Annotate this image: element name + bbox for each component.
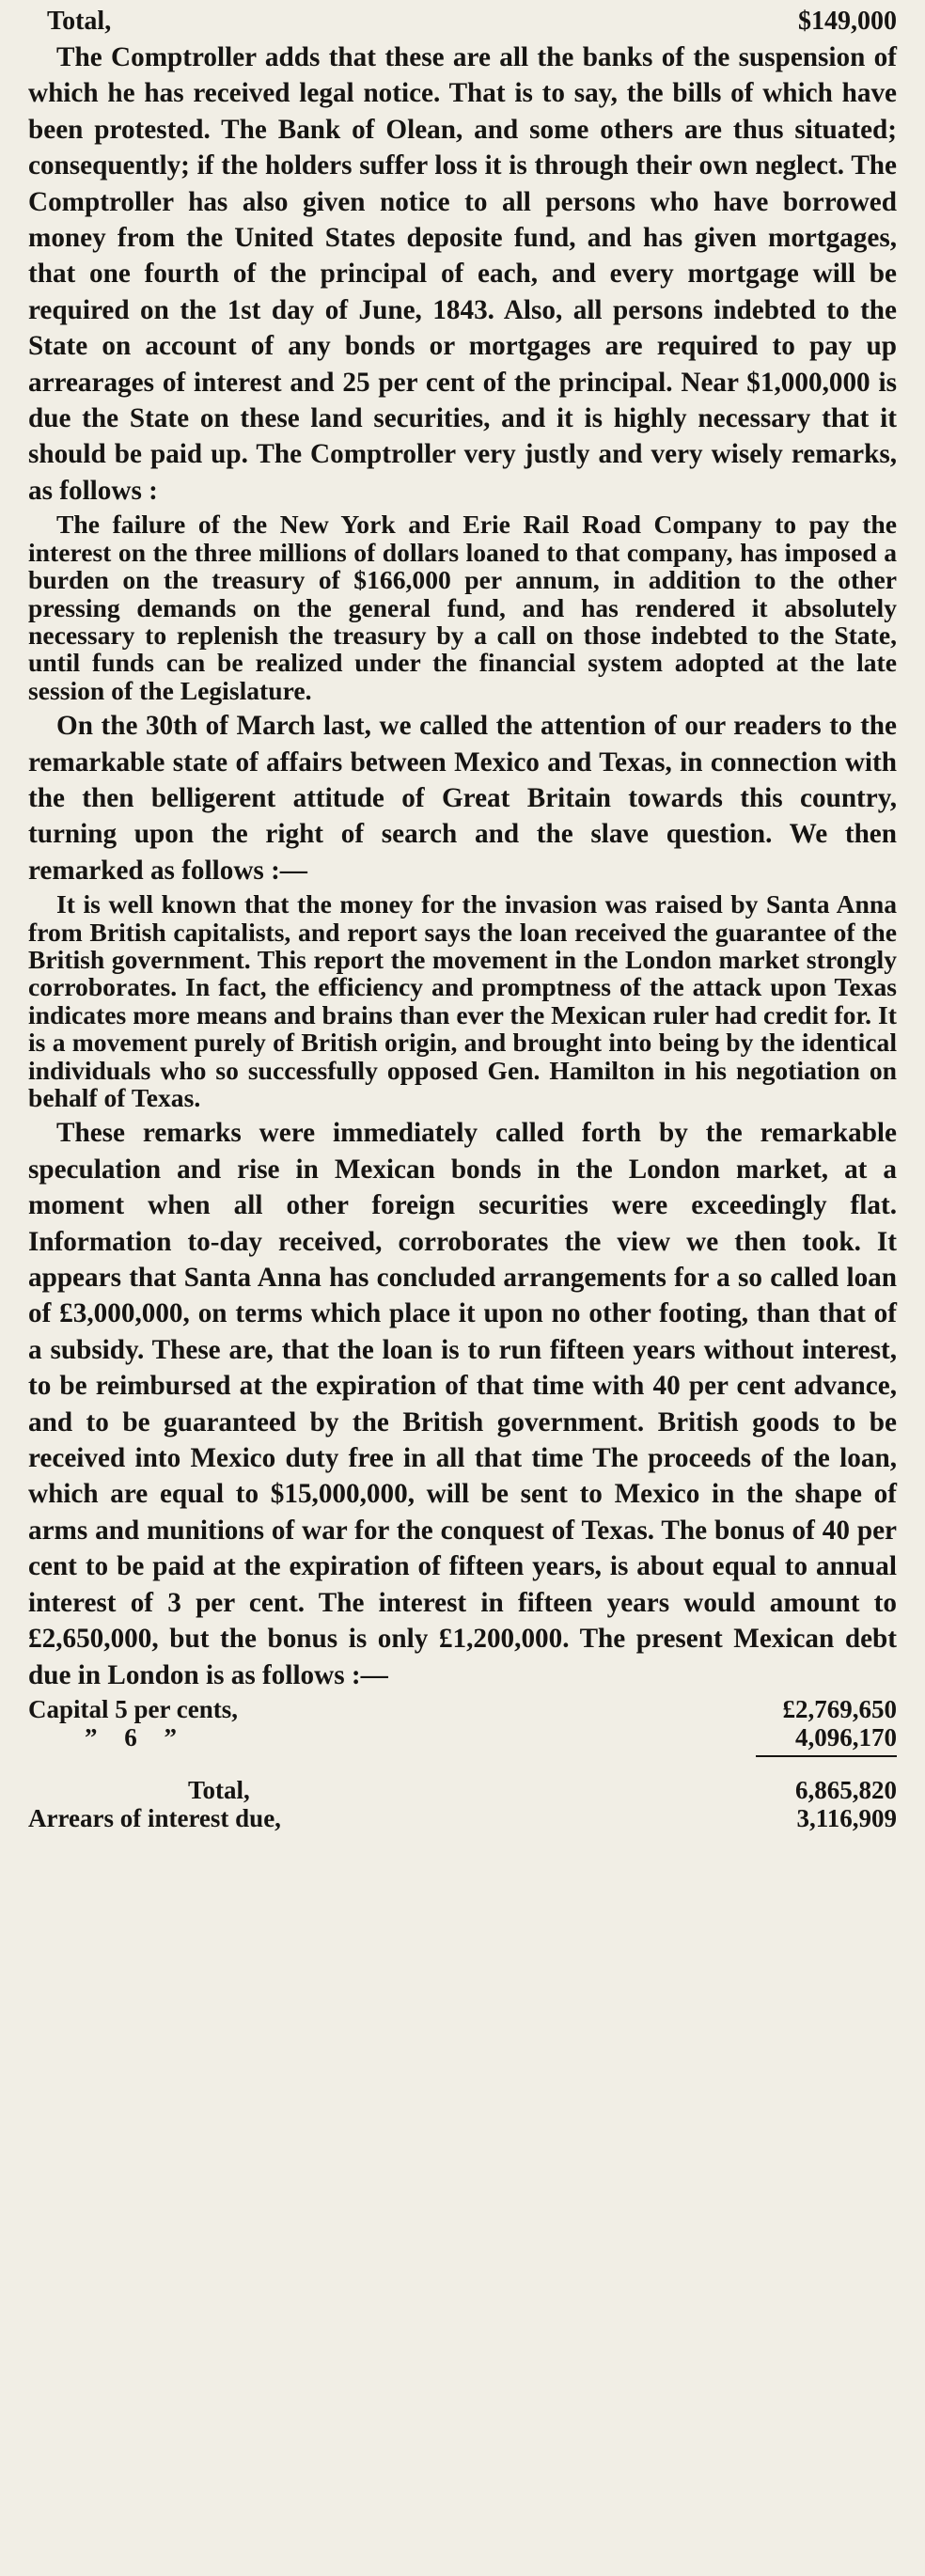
debt-total-amount: 6,865,820 [795,1775,897,1804]
newspaper-column [28,4,897,1832]
paragraph-comptroller: The Comptroller adds that these are all the banks of the suspension of which he has received legal notice. That is to say, the bills of which have been protested. The Bank of Olean, and some others are thus situated; consequently; if the holders suffer loss it is through their own neglect. The Comptroller has also given notice to all persons who have borrowed money from the United States deposite fund, and has given mortgages, that one fourth of the principal of each, and every mortgage will be required on the 1st day of June, 1843. Also, all persons indebted to the State on account of any bonds or mortgages are required to pay up arrearages of interest and 25 per cent of the principal. Near $1,000,000 is due the State on these land securities, and it is highly necessary that it should be paid up. The Comptroller very justly and very wisely remarks, as follows : [28,42,897,506]
debt-row-amount: £2,769,650 [782,1694,897,1723]
quote-erie-rail-road: The failure of the New York and Erie Rail Road Company to pay the interest on the three millions of dollars loaned to that company, has imposed a burden on the treasury of $166,000 per annum, in addition to the other pressing demands on the general fund, and has rendered it absolutely necessary to replenish the treasury by a call on those indebted to the State, until funds can be realized under the financial system adopted at the late session of the Legislature. [28,510,897,705]
sum-rule [756,1755,897,1757]
paragraph-march-30th: On the 30th of March last, we called the attention of our readers to the remarkable state of affairs between Mexico and Texas, in connection with the then belligerent attitude of Great Britain towards this country, turning upon the right of search and the slave question. We then remarked as follows :— [28,711,897,886]
total-label: Total, [47,7,112,36]
total-row [28,4,897,39]
quote-santa-anna-loan: It is well known that the money for the invasion was raised by Santa Anna from British capitalists, and report says the loan received the guarantee of the British government. This report the movement in the London market strongly corroborates. In fact, the efficiency and promptness of the attack upon Texas indicates more means and brains than ever the Mexican ruler had credit for. It is a movement purely of British origin, and brought into being by the identical individuals who so successfully opposed Gen. Hamilton in his negotiation on behalf of Texas. [28,889,897,1112]
spacer [28,1763,897,1776]
arrears-label: Arrears of interest due, [28,1803,281,1832]
debt-total-row [28,1776,897,1804]
arrears-amount: 3,116,909 [796,1803,897,1832]
paragraph-mexican-bonds: These remarks were immediately called forth by the remarkable speculation and rise in Mexican bonds in the London market, at a moment when all other foreign securities were exceedingly flat. Information to-day received, corroborates the view we then took. It appears that Santa Anna has concluded arrangements for a so called loan of £3,000,000, on terms which place it upon no other footing, than that of a subsidy. These are, that the loan is to run fifteen years without interest, to be reimbursed at the expiration of that time with 40 per cent advance, and to be guaranteed by the British government. British goods to be received into Mexico duty free in all that time The proceeds of the loan, which are equal to $15,000,000, will be sent to Mexico in the shape of arms and munitions of war for the conquest of Texas. The bonus of 40 per cent to be paid at the expiration of fifteen years, is about equal to annual interest of 3 per cent. The interest in fifteen years would amount to £2,650,000, but the bonus is only £1,200,000. The present Mexican debt due in London is as follows :— [28,1118,897,1690]
debt-total-label: Total, [188,1775,250,1804]
total-amount: $149,000 [798,7,897,36]
debt-row [28,1695,897,1723]
arrears-row [28,1804,897,1832]
debt-row-label: ” 6 ” [85,1722,177,1751]
debt-row-amount: 4,096,170 [795,1722,897,1751]
mexican-debt-table [28,1695,897,1832]
debt-row [28,1723,897,1751]
debt-row-label: Capital 5 per cents, [28,1694,238,1723]
